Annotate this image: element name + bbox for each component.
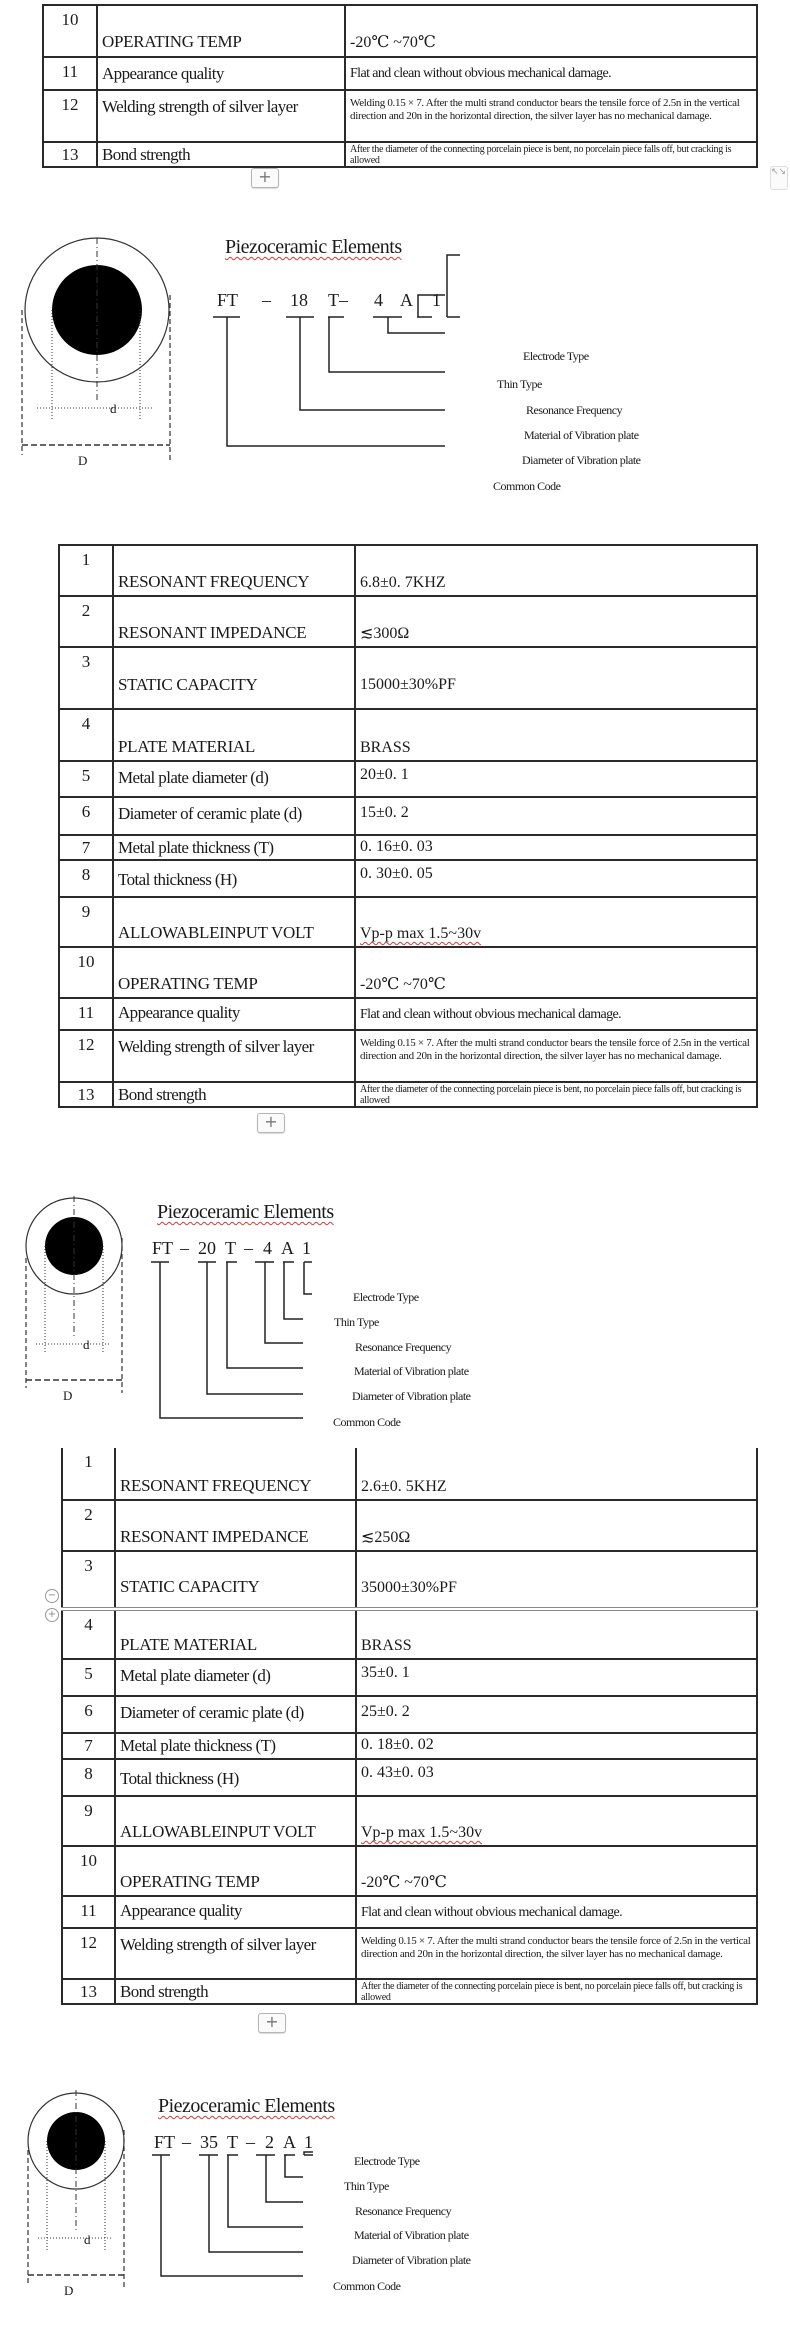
row-number: 10 [62,1846,115,1896]
legend-common-code: Common Code [333,1415,401,1429]
code-segment: A [400,290,413,310]
legend-diameter: Diameter of Vibration plate [352,1389,471,1403]
row-value: 0. 30±0. 05 [355,860,757,897]
row-label: Appearance quality [113,998,355,1030]
row-value: After the diameter of the connecting porcelain piece is bent, no porcelain piece falls off, but cracking is allowed [355,1082,757,1107]
row-value: Welding 0.15 × 7. After the multi strand conductor bears the tensile force of 2.5n in the vertical direction and 20n in the horizontal direction, the silver layer has no mechanical damage. [345,90,757,142]
table-row [62,1551,757,1609]
row-number: 6 [62,1696,115,1733]
row-label-text: ALLOWABLEINPUT VOLT [118,923,314,942]
row-label-text: Total thickness (H) [118,870,237,889]
row-label: Welding strength of silver layer [115,1928,356,1979]
table-row [59,860,757,897]
row-label: Welding strength of silver layer [97,90,345,142]
table-resize-handle[interactable]: ↖↘ [770,166,788,190]
table-row [62,1609,757,1659]
row-number: 2 [62,1500,115,1551]
row-value: Flat and clean without obvious mechanical damage. [356,1896,757,1928]
row-label: Bond strength [97,142,345,167]
code-segment: 4 [263,1238,272,1258]
row-value [355,647,757,709]
code-segment: FT [154,2132,176,2152]
row-label-text: RESONANT FREQUENCY [118,572,310,591]
row-value-text: ≲250Ω [361,1529,411,1546]
table-row [43,57,757,90]
code-segment: – [262,290,271,310]
table-row [59,1030,757,1082]
code-segment: T– [328,290,348,310]
row-value-text: Vp-p max 1.5~30v [360,925,482,942]
legend-electrode-type: Electrode Type [354,2154,420,2168]
row-number: 7 [59,835,113,860]
dim-label-D: D [64,2283,74,2298]
table-row [62,1846,757,1896]
code-segment: 1 [304,2132,313,2152]
row-value: Welding 0.15 × 7. After the multi strand conductor bears the tensile force of 2.5n in the vertical direction and 20n in the horizontal direction, the silver layer has no mechanical damage. [355,1030,757,1082]
row-number: 2 [59,596,113,647]
code-segment: FT [152,1238,174,1258]
row-value [355,596,757,647]
row-label [113,709,355,761]
row-number: 10 [43,5,97,57]
table-row [62,1796,757,1846]
row-label: Metal plate thickness (T) [115,1733,356,1759]
leader-electrode [304,1262,312,1294]
code-segment: 1 [432,290,441,310]
row-number: 12 [59,1030,113,1082]
table-row [62,1928,757,1979]
legend-material: Material of Vibration plate [524,428,639,442]
code-segment: – [244,1238,253,1258]
row-number: 1 [62,1448,115,1500]
row-label-text: PLATE MATERIAL [118,737,255,756]
row-value-text: 35000±30%PF [361,1579,457,1596]
row-label: Welding strength of silver layer [113,1030,355,1082]
spec-table [58,544,758,1108]
spec-table-partial [42,4,758,168]
row-label [97,5,345,57]
row-label [115,1609,356,1659]
row-label [113,545,355,596]
row-number: 3 [59,647,113,709]
row-value [355,709,757,761]
row-value-text: Vp-p max 1.5~30v [361,1824,483,1841]
row-value [356,1551,757,1609]
row-value [356,1500,757,1551]
table-row [43,5,757,57]
row-label [115,1448,356,1500]
part-number-diagram [0,2070,790,2330]
row-value [355,947,757,998]
code-segment: – [182,2132,191,2152]
table-row [59,1082,757,1107]
row-label [115,1759,356,1796]
row-value-text: BRASS [360,739,411,756]
leader-material [328,317,445,372]
row-value-text: 15000±30%PF [360,676,456,693]
legend-common-code: Common Code [333,2279,401,2293]
row-value [356,1609,757,1659]
row-label: Metal plate thickness (T) [113,835,355,860]
delete-row-button[interactable]: − [45,1589,59,1603]
row-number: 8 [62,1759,115,1796]
legend-thin-type: Thin Type [334,1315,379,1329]
table-row [62,1733,757,1759]
row-value: 35±0. 1 [356,1659,757,1696]
code-segment: FT [217,290,239,310]
row-label: Appearance quality [115,1896,356,1928]
row-label-text: RESONANT FREQUENCY [120,1476,312,1495]
legend-material: Material of Vibration plate [354,2228,469,2242]
leader-material [227,2155,303,2227]
row-label-text: ALLOWABLEINPUT VOLT [120,1822,316,1841]
dim-label-d: d [110,401,117,416]
row-number: 4 [59,709,113,761]
table-row [62,1500,757,1551]
part-number-diagram [0,1178,790,1438]
row-value-text: 2.6±0. 5KHZ [361,1478,447,1495]
legend-thin-type: Thin Type [497,377,542,391]
row-number: 4 [62,1609,115,1659]
row-label: Metal plate diameter (d) [113,761,355,797]
row-label-text: PLATE MATERIAL [120,1635,257,1654]
row-value-text: ≲300Ω [360,625,410,642]
legend-thin-type: Thin Type [344,2179,389,2193]
row-value: After the diameter of the connecting porcelain piece is bent, no porcelain piece falls off, but cracking is allowed [356,1979,757,2004]
table-row [59,998,757,1030]
table-row [43,90,757,142]
row-label-text: OPERATING TEMP [120,1872,260,1891]
leader-diameter [199,2155,303,2252]
row-number: 5 [59,761,113,797]
row-label: Diameter of ceramic plate (d) [113,797,355,835]
row-number: 9 [62,1796,115,1846]
table-row [59,545,757,596]
row-value-text: 6.8±0. 7KHZ [360,574,446,591]
code-segment: T [227,2132,238,2152]
leader-diameter [198,1262,303,1394]
row-number: 7 [62,1733,115,1759]
row-number: 12 [62,1928,115,1979]
code-segment: A [281,1238,294,1258]
row-label [115,1846,356,1896]
legend-diameter: Diameter of Vibration plate [522,453,641,467]
table-row [62,1448,757,1500]
row-value [356,1448,757,1500]
legend-material: Material of Vibration plate [354,1364,469,1378]
row-value: 15±0. 2 [355,797,757,835]
diagram-title-text: Piezoceramic Elements [158,2095,335,2117]
row-number: 11 [43,57,97,90]
leader-electrode [304,2152,313,2155]
code-segment: 1 [302,1238,311,1258]
leader-resonance [255,1262,303,1343]
row-number: 3 [62,1551,115,1609]
table-row [59,596,757,647]
row-label: Appearance quality [97,57,345,90]
row-value: Flat and clean without obvious mechanical damage. [345,57,757,90]
row-number: 11 [62,1896,115,1928]
legend-common-code: Common Code [493,479,561,493]
leader-electrode [447,255,460,317]
row-number: 13 [62,1979,115,2004]
code-leader-lines [0,230,790,490]
code-segment: 4 [374,290,383,310]
code-segment: 20 [198,1238,216,1258]
row-number: 12 [43,90,97,142]
row-label [113,897,355,947]
leader-thin-type [417,295,445,317]
dim-label-d: d [84,2232,91,2247]
row-number: 5 [62,1659,115,1696]
row-value: 25±0. 2 [356,1696,757,1733]
part-number-diagram [0,230,790,493]
row-value [356,1846,757,1896]
row-value: Welding 0.15 × 7. After the multi strand conductor bears the tensile force of 2.5n in the vertical direction and 20n in the horizontal direction, the silver layer has no mechanical damage. [356,1928,757,1979]
row-value: After the diameter of the connecting porcelain piece is bent, no porcelain piece falls off, but cracking is allowed [345,142,757,167]
leader-resonance [256,2155,303,2202]
dim-label-D: D [78,453,88,468]
row-value [355,897,757,947]
code-segment: T [225,1238,236,1258]
legend-electrode-type: Electrode Type [353,1290,419,1304]
leader-thin-type [283,1262,303,1319]
row-label [115,1551,356,1609]
dim-label-d: d [83,1337,90,1352]
row-label: Bond strength [113,1082,355,1107]
legend-diameter: Diameter of Vibration plate [352,2253,471,2267]
row-label-text: STATIC CAPACITY [118,675,258,694]
table-row [62,1759,757,1796]
row-label-text: OPERATING TEMP [118,974,258,993]
table-row [43,142,757,167]
row-value-text: -20℃ ~70℃ [361,1874,447,1891]
code-segment: – [180,1238,189,1258]
code-segment: A [283,2132,296,2152]
row-value: 0. 16±0. 03 [355,835,757,860]
table-row [59,947,757,998]
row-label [113,860,355,897]
table-row [59,835,757,860]
leader-thin-type [284,2155,303,2177]
table-row [62,1696,757,1733]
row-number: 8 [59,860,113,897]
legend-resonance-frequency: Resonance Frequency [526,403,623,417]
code-segment: 2 [265,2132,274,2152]
legend-resonance-frequency: Resonance Frequency [355,2204,452,2218]
diagram-title-text: Piezoceramic Elements [157,1201,334,1223]
code-segment: 35 [200,2132,218,2152]
row-label-text: RESONANT IMPEDANCE [118,623,307,642]
row-number: 9 [59,897,113,947]
row-label [113,596,355,647]
row-number: 11 [59,998,113,1030]
row-value-text: BRASS [361,1637,412,1654]
table-row [59,897,757,947]
row-label [115,1796,356,1846]
row-label-text: RESONANT IMPEDANCE [120,1527,309,1546]
row-label [115,1500,356,1551]
row-label [113,647,355,709]
legend-resonance-frequency: Resonance Frequency [355,1340,452,1354]
row-value [355,545,757,596]
row-label-text: OPERATING TEMP [102,32,242,51]
dim-label-D: D [63,1388,73,1403]
row-value: Flat and clean without obvious mechanical damage. [355,998,757,1030]
row-value: 0. 43±0. 03 [356,1759,757,1796]
row-label [113,947,355,998]
table-row [59,647,757,709]
row-number: 13 [43,142,97,167]
row-value [345,5,757,57]
row-number: 13 [59,1082,113,1107]
row-number: 1 [59,545,113,596]
row-value-text: -20℃ ~70℃ [360,976,446,993]
row-label: Diameter of ceramic plate (d) [115,1696,356,1733]
table-row [62,1979,757,2004]
row-number: 10 [59,947,113,998]
spec-table [61,1448,758,2005]
row-label: Metal plate diameter (d) [115,1659,356,1696]
code-segment: 18 [290,290,308,310]
row-number: 6 [59,797,113,835]
table-row [62,1896,757,1928]
insert-row-button[interactable]: + [45,1608,59,1622]
diagram-title-text: Piezoceramic Elements [225,236,402,258]
row-value: 0. 18±0. 02 [356,1733,757,1759]
row-label: Bond strength [115,1979,356,2004]
table-row [59,797,757,835]
row-value-text: -20℃ ~70℃ [350,34,436,51]
add-row-button[interactable]: + [257,1113,285,1133]
legend-electrode-type: Electrode Type [523,349,589,363]
add-row-button[interactable]: + [258,2013,286,2033]
leader-resonance [373,317,445,333]
table-row [59,709,757,761]
code-segment: – [246,2132,255,2152]
add-row-button[interactable]: + [251,168,279,188]
row-value: 20±0. 1 [355,761,757,797]
leader-diameter [286,317,445,410]
row-label-text: Total thickness (H) [120,1769,239,1788]
row-label-text: STATIC CAPACITY [120,1577,260,1596]
table-row [62,1659,757,1696]
row-value [356,1796,757,1846]
table-row [59,761,757,797]
